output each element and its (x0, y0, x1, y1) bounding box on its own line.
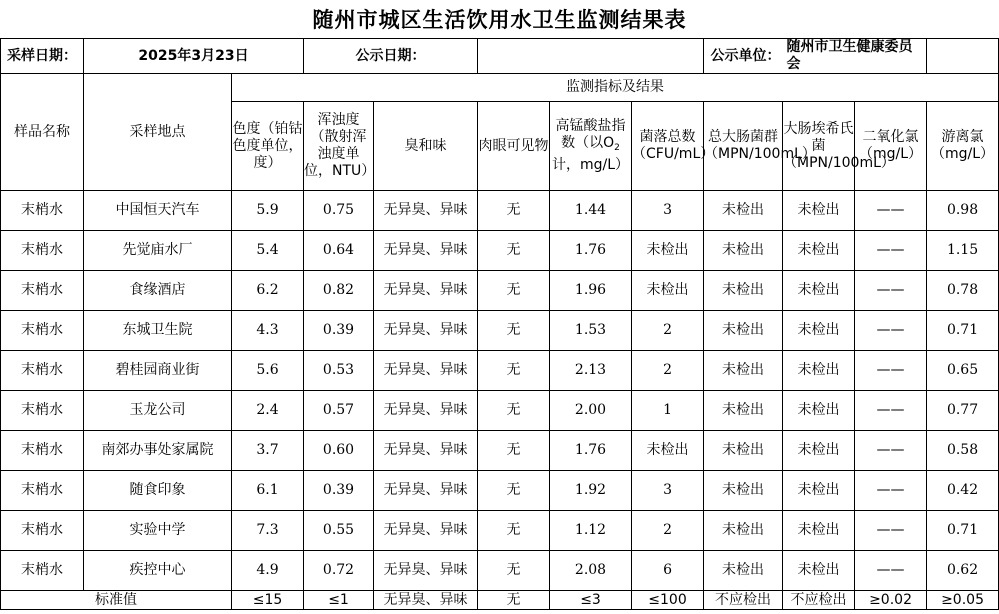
table-row (1, 431, 999, 471)
color-cell: 2.4 (232, 391, 304, 431)
table-row (1, 471, 999, 511)
header-colony: 菌落总数（CFU/mL） (632, 102, 704, 191)
sample-name-cell: 末梢水 (1, 551, 84, 591)
visible-cell: 无 (478, 271, 550, 311)
ecoli-cell: 未检出 (783, 311, 855, 351)
chlorine-dioxide-cell: —— (855, 231, 927, 271)
header-permanganate-part-a: 高锰酸盐指数（以O (555, 118, 626, 151)
standard-free-chlorine: ≥0.05 (927, 591, 999, 610)
location-cell: 玉龙公司 (84, 391, 232, 431)
table-row (1, 271, 999, 311)
free-chlorine-cell: 0.58 (927, 431, 999, 471)
header-permanganate (550, 102, 632, 191)
header-indicator-group: 监测指标及结果 (232, 74, 999, 102)
turbidity-cell: 0.39 (304, 471, 374, 511)
coliform-cell: 未检出 (704, 191, 783, 231)
visible-cell: 无 (478, 351, 550, 391)
permanganate-cell: 1.92 (550, 471, 632, 511)
permanganate-cell: 2.00 (550, 391, 632, 431)
colony-cell: 未检出 (632, 271, 704, 311)
odor-cell: 无异臭、异味 (374, 511, 478, 551)
odor-cell: 无异臭、异味 (374, 311, 478, 351)
header-odor: 臭和味 (374, 102, 478, 191)
ecoli-cell: 未检出 (783, 551, 855, 591)
table-row (1, 311, 999, 351)
visible-cell: 无 (478, 551, 550, 591)
free-chlorine-cell: 0.71 (927, 511, 999, 551)
publish-date-label: 公示日期： (304, 39, 478, 74)
info-row (1, 39, 999, 74)
standard-color: ≤15 (232, 591, 304, 610)
ecoli-cell: 未检出 (783, 471, 855, 511)
color-cell: 3.7 (232, 431, 304, 471)
sampling-date: 2025年3月23日 (84, 39, 304, 74)
visible-cell: 无 (478, 431, 550, 471)
ecoli-cell: 未检出 (783, 271, 855, 311)
header-turbidity: 浑浊度（散射浑浊度单位，NTU） (304, 102, 374, 191)
header-sample-name: 样品名称 (1, 74, 84, 191)
table-row (1, 391, 999, 431)
standard-odor: 无异臭、异味 (374, 591, 478, 610)
header-permanganate-part-b: 计，mg/L） (551, 157, 630, 173)
standard-label: 标准值 (1, 591, 232, 610)
turbidity-cell: 0.82 (304, 271, 374, 311)
free-chlorine-cell: 0.77 (927, 391, 999, 431)
color-cell: 5.6 (232, 351, 304, 391)
sample-name-cell: 末梢水 (1, 351, 84, 391)
ecoli-cell: 未检出 (783, 231, 855, 271)
free-chlorine-cell: 0.65 (927, 351, 999, 391)
turbidity-cell: 0.39 (304, 311, 374, 351)
location-cell: 先觉庙水厂 (84, 231, 232, 271)
standard-permanganate: ≤3 (550, 591, 632, 610)
chlorine-dioxide-cell: —— (855, 271, 927, 311)
standard-visible: 无 (478, 591, 550, 610)
colony-cell: 未检出 (632, 431, 704, 471)
chlorine-dioxide-cell: —— (855, 311, 927, 351)
coliform-cell: 未检出 (704, 231, 783, 271)
chlorine-dioxide-cell: —— (855, 431, 927, 471)
location-cell: 南郊办事处家属院 (84, 431, 232, 471)
publisher: 随州市卫生健康委员会 (783, 39, 927, 74)
coliform-cell: 未检出 (704, 351, 783, 391)
header-location: 采样地点 (84, 74, 232, 191)
odor-cell: 无异臭、异味 (374, 351, 478, 391)
standard-turbidity: ≤1 (304, 591, 374, 610)
sample-name-cell: 末梢水 (1, 471, 84, 511)
location-cell: 东城卫生院 (84, 311, 232, 351)
publish-date (478, 39, 704, 74)
sample-name-cell: 末梢水 (1, 231, 84, 271)
turbidity-cell: 0.60 (304, 431, 374, 471)
coliform-cell: 未检出 (704, 511, 783, 551)
coliform-cell: 未检出 (704, 471, 783, 511)
chlorine-dioxide-cell: —— (855, 471, 927, 511)
publisher-label: 公示单位： (704, 39, 783, 74)
standard-colony: ≤100 (632, 591, 704, 610)
color-cell: 7.3 (232, 511, 304, 551)
odor-cell: 无异臭、异味 (374, 471, 478, 511)
sample-name-cell: 末梢水 (1, 271, 84, 311)
color-cell: 5.9 (232, 191, 304, 231)
table-row (1, 511, 999, 551)
location-cell: 实验中学 (84, 511, 232, 551)
location-cell: 随食印象 (84, 471, 232, 511)
header-color: 色度（铂钴色度单位，度） (232, 102, 304, 191)
visible-cell: 无 (478, 311, 550, 351)
info-blank (927, 39, 999, 74)
location-cell: 碧桂园商业街 (84, 351, 232, 391)
chlorine-dioxide-cell: —— (855, 511, 927, 551)
standard-chlorine-dioxide: ≥0.02 (855, 591, 927, 610)
turbidity-cell: 0.64 (304, 231, 374, 271)
free-chlorine-cell: 1.15 (927, 231, 999, 271)
colony-cell: 6 (632, 551, 704, 591)
table-row (1, 191, 999, 231)
ecoli-cell: 未检出 (783, 191, 855, 231)
ecoli-cell: 未检出 (783, 351, 855, 391)
location-cell: 中国恒天汽车 (84, 191, 232, 231)
visible-cell: 无 (478, 471, 550, 511)
visible-cell: 无 (478, 511, 550, 551)
header-coliform: 总大肠菌群（MPN/100mL） (704, 102, 783, 191)
colony-cell: 未检出 (632, 231, 704, 271)
header-ecoli: 大肠埃希氏菌（MPN/100mL） (783, 102, 855, 191)
turbidity-cell: 0.75 (304, 191, 374, 231)
odor-cell: 无异臭、异味 (374, 231, 478, 271)
chlorine-dioxide-cell: —— (855, 551, 927, 591)
colony-cell: 2 (632, 511, 704, 551)
free-chlorine-cell: 0.78 (927, 271, 999, 311)
permanganate-cell: 1.96 (550, 271, 632, 311)
sampling-date-label: 采样日期： (1, 39, 84, 74)
odor-cell: 无异臭、异味 (374, 271, 478, 311)
location-cell: 疾控中心 (84, 551, 232, 591)
colony-cell: 2 (632, 351, 704, 391)
coliform-cell: 未检出 (704, 311, 783, 351)
permanganate-cell: 1.76 (550, 431, 632, 471)
ecoli-cell: 未检出 (783, 431, 855, 471)
page-title: 随州市城区生活饮用水卫生监测结果表 (312, 8, 687, 32)
header-row-1 (1, 74, 999, 102)
permanganate-cell: 1.44 (550, 191, 632, 231)
monitoring-results-table (0, 38, 999, 610)
color-cell: 4.9 (232, 551, 304, 591)
sample-name-cell: 末梢水 (1, 431, 84, 471)
free-chlorine-cell: 0.62 (927, 551, 999, 591)
location-cell: 食缘酒店 (84, 271, 232, 311)
header-free-chlorine: 游离氯（mg/L） (927, 102, 999, 191)
header-permanganate-subscript: 2 (614, 143, 620, 153)
permanganate-cell: 1.12 (550, 511, 632, 551)
chlorine-dioxide-cell: —— (855, 391, 927, 431)
sample-name-cell: 末梢水 (1, 311, 84, 351)
permanganate-cell: 1.53 (550, 311, 632, 351)
odor-cell: 无异臭、异味 (374, 431, 478, 471)
header-chlorine-dioxide: 二氧化氯（mg/L） (855, 102, 927, 191)
colony-cell: 3 (632, 191, 704, 231)
odor-cell: 无异臭、异味 (374, 551, 478, 591)
chlorine-dioxide-cell: —— (855, 351, 927, 391)
ecoli-cell: 未检出 (783, 391, 855, 431)
coliform-cell: 未检出 (704, 271, 783, 311)
colony-cell: 2 (632, 311, 704, 351)
color-cell: 4.3 (232, 311, 304, 351)
sample-name-cell: 末梢水 (1, 191, 84, 231)
odor-cell: 无异臭、异味 (374, 391, 478, 431)
standard-row (1, 591, 999, 610)
turbidity-cell: 0.55 (304, 511, 374, 551)
free-chlorine-cell: 0.71 (927, 311, 999, 351)
standard-ecoli: 不应检出 (783, 591, 855, 610)
table-row (1, 231, 999, 271)
visible-cell: 无 (478, 231, 550, 271)
chlorine-dioxide-cell: —— (855, 191, 927, 231)
free-chlorine-cell: 0.98 (927, 191, 999, 231)
sample-name-cell: 末梢水 (1, 511, 84, 551)
visible-cell: 无 (478, 191, 550, 231)
permanganate-cell: 2.13 (550, 351, 632, 391)
odor-cell: 无异臭、异味 (374, 191, 478, 231)
turbidity-cell: 0.53 (304, 351, 374, 391)
colony-cell: 3 (632, 471, 704, 511)
header-visible: 肉眼可见物 (478, 102, 550, 191)
table-row (1, 551, 999, 591)
data-rows (1, 191, 999, 591)
sample-name-cell: 末梢水 (1, 391, 84, 431)
coliform-cell: 未检出 (704, 551, 783, 591)
permanganate-cell: 2.08 (550, 551, 632, 591)
free-chlorine-cell: 0.42 (927, 471, 999, 511)
turbidity-cell: 0.57 (304, 391, 374, 431)
coliform-cell: 未检出 (704, 431, 783, 471)
visible-cell: 无 (478, 391, 550, 431)
color-cell: 6.2 (232, 271, 304, 311)
color-cell: 5.4 (232, 231, 304, 271)
permanganate-cell: 1.76 (550, 231, 632, 271)
colony-cell: 1 (632, 391, 704, 431)
ecoli-cell: 未检出 (783, 511, 855, 551)
turbidity-cell: 0.72 (304, 551, 374, 591)
color-cell: 6.1 (232, 471, 304, 511)
coliform-cell: 未检出 (704, 391, 783, 431)
standard-coliform: 不应检出 (704, 591, 783, 610)
table-row (1, 351, 999, 391)
